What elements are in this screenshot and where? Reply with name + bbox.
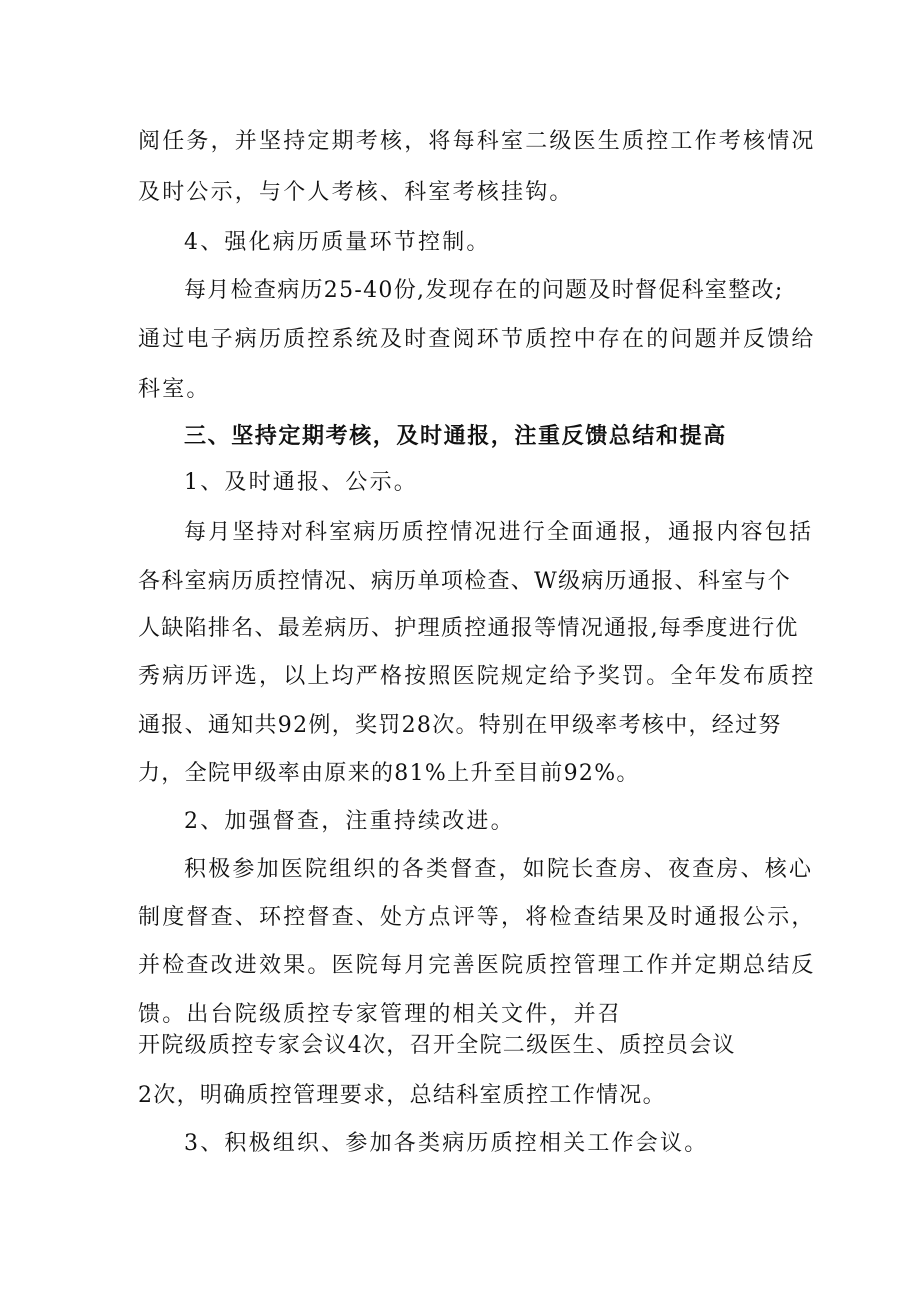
text-line: 并检查改进效果。医院每月完善医院质控管理工作并定期总结反 (138, 953, 816, 978)
text-line: 馈。出台院级质控专家管理的相关文件，并召 (138, 1002, 623, 1027)
text-line: 及时公示，与个人考核、科室考核挂钩。 (138, 180, 574, 205)
text-line: 科室。 (138, 377, 211, 402)
text-line: 人缺陷排名、最差病历、护理质控通报等情况通报,每季度进行优 (138, 616, 799, 641)
text-line: 制度督查、环控督查、处方点评等，将检查结果及时通报公示， (138, 905, 816, 930)
text-line: 2次，明确质控管理要求，总结科室质控工作情况。 (138, 1083, 666, 1108)
section-heading-4: 4、强化病历质量环节控制。 (184, 230, 491, 255)
section-heading-2: 2、加强督查，注重持续改进。 (184, 809, 515, 834)
text-line: 开院级质控专家会议4次，召开全院二级医生、质控员会议 (138, 1033, 736, 1058)
section-heading-1: 1、及时通报、公示。 (184, 470, 418, 495)
text-line: 积极参加医院组织的各类督查，如院长查房、夜查房、核心 (184, 857, 814, 882)
section-heading-3: 3、积极组织、参加各类病历质控相关工作会议。 (184, 1131, 709, 1156)
text-line: 各科室病历质控情况、病历单项检查、W级病历通报、科室与个 (138, 569, 792, 594)
text-line: 通过电子病历质控系统及时查阅环节质控中存在的问题并反馈给 (138, 327, 816, 352)
text-line: 每月坚持对科室病历质控情况进行全面通报，通报内容包括 (184, 520, 814, 545)
text-line: 每月检查病历25-40份,发现存在的问题及时督促科室整改; (184, 278, 784, 303)
chapter-heading-3: 三、坚持定期考核，及时通报，注重反馈总结和提高 (184, 423, 727, 449)
text-line: 力，全院甲级率由原来的81%上升至目前92%。 (138, 761, 640, 786)
text-line: 秀病历评选，以上均严格按照医院规定给予奖罚。全年发布质控 (138, 664, 816, 689)
text-line: 通报、通知共92例，奖罚28次。特别在甲级率考核中，经过努 (138, 713, 782, 738)
text-line: 阅任务，并坚持定期考核，将每科室二级医生质控工作考核情况 (138, 129, 816, 154)
